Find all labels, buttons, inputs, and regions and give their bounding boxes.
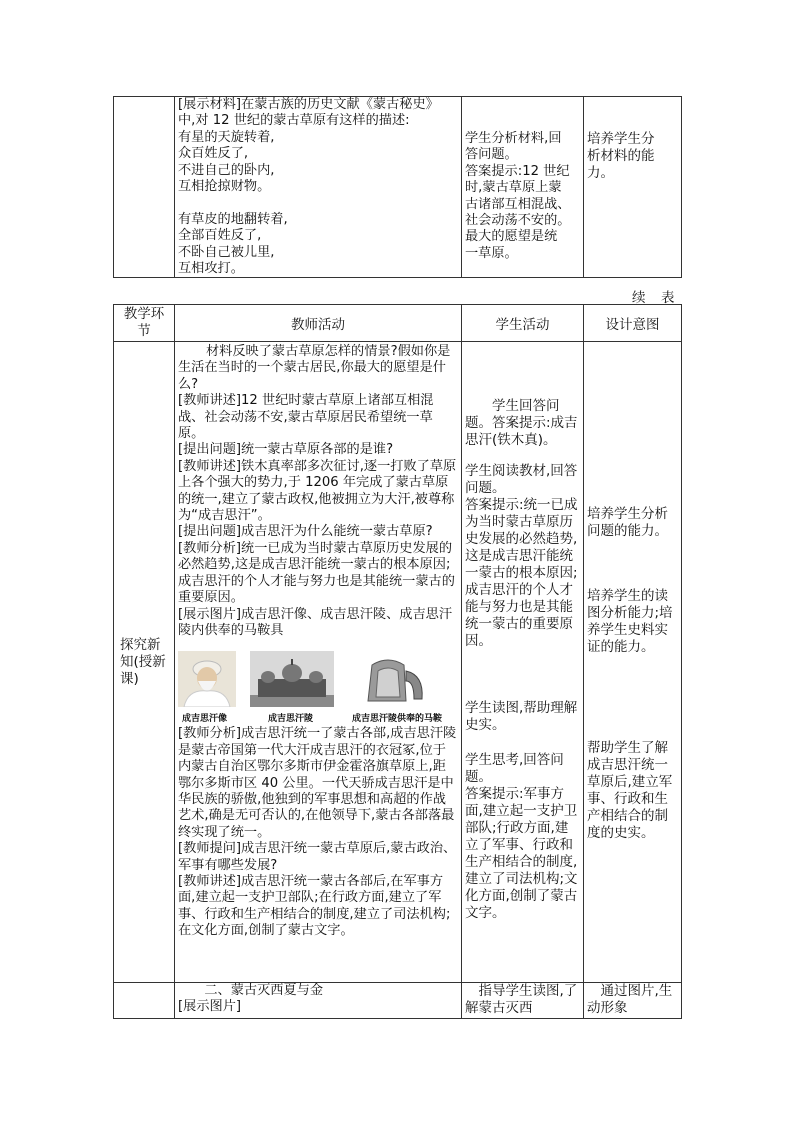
top-design-line: 析材料的能 xyxy=(587,148,655,164)
continued-label: 续 表 xyxy=(632,290,676,306)
last-student-text: 指导学生读图,了解蒙古灭西 xyxy=(465,983,578,1016)
last-stage-cell xyxy=(114,983,175,1019)
image-captions xyxy=(178,711,458,724)
last-design-text: 通过图片,生动形象 xyxy=(587,983,673,1016)
top-teacher-line: 互相攻打。 xyxy=(178,261,244,277)
top-teacher-line: 不进自己的卧内, xyxy=(178,162,275,178)
top-teacher-cell xyxy=(175,97,462,278)
top-student-line: 社会动荡不安的。 xyxy=(465,213,571,229)
header-row xyxy=(114,305,682,342)
top-design-line: 培养学生分 xyxy=(587,131,655,147)
top-teacher-line xyxy=(178,195,458,211)
student-para-4: 学生思考,回答问题。 答案提示:军事方面,建立起一支护卫部队;行政方面,建立了军事、行政和生产相结合的制度,建立了司法机构;文化方面,创制了蒙古文字。 xyxy=(465,752,578,921)
design-para-3: 帮助学生了解成吉思汗统一草原后,建立军事、行政和生产相结合的制度的史实。 xyxy=(587,740,673,841)
top-teacher-line: 有草皮的地翻转着, xyxy=(178,211,288,227)
top-student-line: 答案提示:12 世纪 xyxy=(465,163,570,179)
header-student: 学生活动 xyxy=(462,305,584,342)
top-student-line: 古诸部互相混战、 xyxy=(465,196,571,212)
top-teacher-line: 互相抢掠财物。 xyxy=(178,179,271,195)
header-design: 设计意图 xyxy=(584,305,682,342)
top-teacher-line: 不卧自己被儿里, xyxy=(178,244,275,260)
teacher-para-2: [教师讲述]12 世纪时蒙古草原上诸部互相混战、社会动荡不安,蒙古草原居民希望统一草原。 [提出问题]统一蒙古草原各部的是谁? [教师讲述]铁木真率部多次征讨,逐一打败了草原上各个强大的势力,于 1206 年完成了蒙古草原的统一,建立了蒙古政权,他被拥立为大汗,被尊称为“成吉思汗”。 [提出问题]成吉思汗为什么能统一蒙古草原? [教师分析]统一已成为当时蒙古草原历史发展的必然趋势,这是成吉思汗能统一蒙古的根本原因;成吉思汗的个人才能与努力也是其能统一蒙古的重要原因。 [展示图片]成吉思汗像、成吉思汗陵、成吉思汗陵内供奉的马鞍具 xyxy=(178,393,457,638)
main-table xyxy=(113,304,682,1019)
top-teacher-line: 中,对 12 世纪的蒙古草原有这样的描述: xyxy=(178,113,410,129)
top-stage-cell xyxy=(114,97,175,278)
section-title: 二、蒙古灭西夏与金 xyxy=(178,983,324,998)
top-design-text xyxy=(587,131,678,182)
student-para-2: 学生阅读教材,回答问题。 答案提示:统一已成为当时蒙古草原历史发展的必然趋势,这是成吉思汗能统一蒙古的根本原因;成吉思汗的个人才能与努力也是其能统一蒙古的重要原因。 xyxy=(465,463,578,649)
teacher-cell xyxy=(175,342,462,983)
top-teacher-line: 全部百姓反了, xyxy=(178,228,262,244)
top-table xyxy=(113,96,682,278)
top-teacher-text xyxy=(178,97,458,277)
genghis-khan-mausoleum-image xyxy=(250,651,334,707)
last-teacher-cell xyxy=(175,983,462,1019)
student-para-1: 学生回答问题。答案提示:成吉思汗(铁木真)。 xyxy=(465,398,578,448)
teacher-para-3: [教师分析]成吉思汗统一了蒙古各部,成吉思汗陵是蒙古帝国第一代大汗成吉思汗的衣冠冢,位于内蒙古自治区鄂尔多斯市伊金霍洛旗草原上,距鄂尔多斯市区 40 公里。一代天骄成吉思汗是中华民族的骄傲,他独到的军事思想和高超的作战艺术,确是无可否认的,在他领导下,蒙古各部落最终实现了统一。 [教师提问]成吉思汗统一蒙古草原后,蒙古政治、军事有哪些发展? [教师讲述]成吉思汗统一蒙古各部后,在军事方面,建立起一支护卫部队;在行政方面,建立了军事、行政和生产相结合的制度,建立了司法机构;在文化方面,创制了蒙古文字。 xyxy=(178,726,457,939)
top-design-line: 力。 xyxy=(587,165,614,181)
top-student-line: 时,蒙古草原上蒙 xyxy=(465,180,562,196)
design-para-1: 培养学生分析问题的能力。 xyxy=(587,506,668,539)
top-student-line: 最大的愿望是统 xyxy=(465,229,558,245)
top-student-cell xyxy=(462,97,584,278)
teacher-para-1: 材料反映了蒙古草原怎样的情景?假如你是生活在当时的一个蒙古居民,你最大的愿望是什么? xyxy=(178,344,451,392)
student-para-3: 学生读图,帮助理解史实。 xyxy=(465,700,578,733)
header-teacher: 教师活动 xyxy=(175,305,462,342)
caption-saddle: 成吉思汗陵供奉的马鞍 xyxy=(352,714,443,725)
image-row xyxy=(178,647,458,707)
top-student-line: 一草原。 xyxy=(465,245,518,261)
top-teacher-line: 有星的天旋转着, xyxy=(178,129,275,145)
top-design-cell xyxy=(584,97,682,278)
top-teacher-line: 众百姓反了, xyxy=(178,146,249,162)
last-design-cell xyxy=(584,983,682,1019)
caption-portrait: 成吉思汗像 xyxy=(182,714,228,725)
design-para-2: 培养学生的读图分析能力;培养学生史料实证的能力。 xyxy=(587,588,673,655)
last-teacher-line: [展示图片] xyxy=(178,999,242,1015)
stage-label: 探究新知(授新课) xyxy=(120,636,166,687)
header-stage: 教学环节 xyxy=(114,305,175,342)
last-student-cell xyxy=(462,983,584,1019)
top-student-text xyxy=(465,131,580,262)
top-student-line: 学生分析材料,回 xyxy=(465,131,562,146)
design-cell xyxy=(584,342,682,983)
stage-cell xyxy=(114,342,175,983)
last-row xyxy=(114,983,682,1019)
top-student-line: 答问题。 xyxy=(465,147,518,163)
top-teacher-line: [展示材料]在蒙古族的历史文献《蒙古秘史》 xyxy=(178,97,439,112)
student-cell xyxy=(462,342,584,983)
genghis-khan-portrait-image xyxy=(178,651,236,707)
saddle-image xyxy=(348,651,428,707)
caption-mausoleum: 成吉思汗陵 xyxy=(268,714,314,725)
content-row xyxy=(114,342,682,983)
